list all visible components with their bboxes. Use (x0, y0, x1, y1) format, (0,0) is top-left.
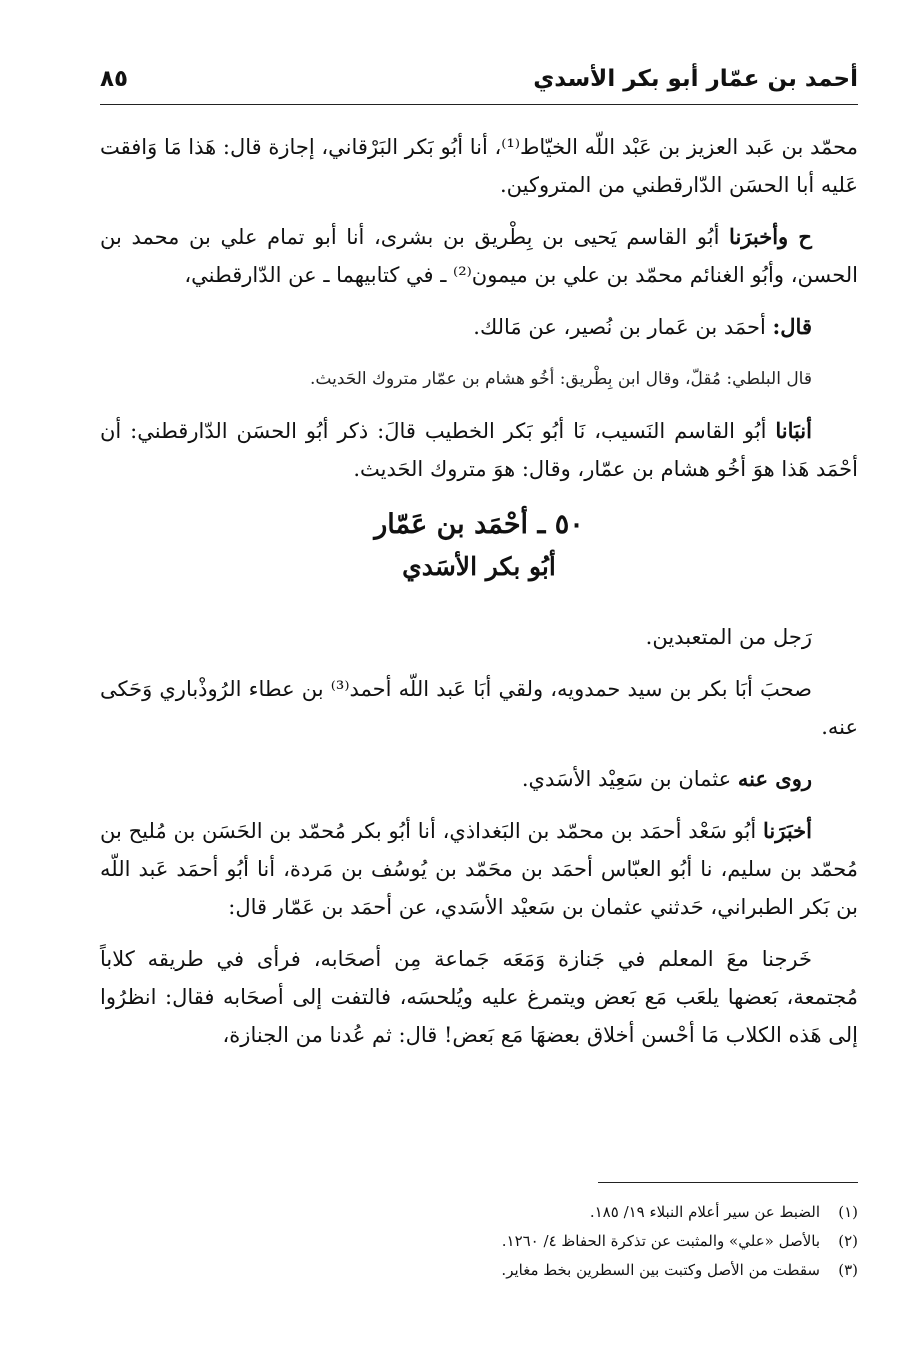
page-header (100, 66, 858, 102)
header-rule (100, 104, 858, 105)
entry-title: ٥٠ ـ أحْمَد بن عَمّار (374, 509, 584, 540)
footnote-text: الضبط عن سير أعلام النبلاء ١٩/ ١٨٥. (589, 1203, 820, 1221)
paragraph-8-text: عثمان بن سَعِيْد الأسَدي. (521, 767, 738, 791)
paragraph-2 (100, 218, 858, 294)
footnote (100, 1198, 858, 1227)
keyword: قال: (772, 314, 812, 339)
paragraph-5 (100, 412, 858, 488)
paragraph-5-text: أبُو القاسم النَسيب، نَا أبُو بَكر الخطيب قالَ: ذكر أبُو الحسَن الدّارقطني: أن أحْمَد هَذا هوَ أخُو هشام بن عمّار، وقال: هوَ متروك الحَديث. (100, 419, 858, 481)
keyword: ح وأخبرَنا (729, 224, 812, 249)
footnote-text: بالأصل «علي» والمثبت عن تذكرة الحفاظ ٤/ ١٢٦٠. (501, 1232, 820, 1250)
main-text (100, 128, 858, 1068)
paragraph-1: محمّد بن عَبد العزيز بن عَبْد اللّه الخيّاط⁽¹⁾، أنا أبُو بَكر البَرْقاني، إجازة قال: هَذا مَا وَافقت عَليه أبا الحسَن الدّارقطني من المتروكين. (100, 135, 858, 197)
paragraph-7: صحبَ أبَا بكر بن سيد حمدويه، ولقي أبَا عَبد اللّه أحمد⁽³⁾ بن عطاء الرُوذْباري وَحَكى عنه. (100, 677, 858, 739)
paragraph-3-text: أحمَد بن عَمار بن نُصير، عن مَالك. (473, 315, 773, 339)
paragraph-6: رَجل من المتعبدين. (645, 625, 812, 649)
entry-subtitle: أبُو بكر الأسَدي (402, 552, 556, 581)
footnote-number: (٢) (838, 1232, 858, 1250)
paragraph-9-text: أبُو سَعْد أحمَد بن محمّد بن البَغداذي، أنا أبُو بكر مُحمّد بن الحَسَن بن مُليح بن مُحمّد بن سليم، نا أبُو العبّاس أحمَد بن محَمّد بن يُوسُف بن مَردة، أنا أبُو أحمَد عَبد اللّه بن بَكر الطبراني، حَدثني عثمان بن سَعيْد الأسَدي، عن أحمَد بن عَمّار قال: (100, 819, 858, 919)
keyword: روى عنه (737, 766, 812, 791)
paragraph-9 (100, 812, 858, 926)
footnote-text: سقطت من الأصل وكتبت بين السطرين بخط مغاير. (501, 1261, 820, 1279)
footnote-number: (١) (838, 1203, 858, 1221)
footnote-rule (598, 1182, 858, 1183)
page-number: ٨٥ (100, 66, 129, 92)
keyword: أنبَانا (775, 418, 812, 443)
paragraph-4: قال البلطي: مُقلّ، وقال ابن بِطْريق: أخُو هشام بن عمّار متروك الحَديث. (310, 369, 812, 389)
keyword: أخبَرَنا (763, 818, 812, 843)
footnotes (100, 1198, 858, 1285)
paragraph-3 (100, 308, 858, 346)
footnote-number: (٣) (838, 1261, 858, 1279)
paragraph-8 (100, 760, 858, 798)
paragraph-10: خَرجنا معَ المعلم في جَنازة وَمَعَه جَماعة مِن أصحَابه، فرأى في طريقه كلاباً مُجتمعة، بَعضها يلعَب مَع بَعض ويتمرغ عليه ويُلحسَه، فالتفت إلى أصحَابه فقال: انظرُوا إلى هَذه الكلاب مَا أحْسن أخلاق بعضهَا مَع بَعض! قال: ثم عُدنا من الجنازة، (100, 947, 858, 1047)
paragraph-2-text: أبُو القاسم يَحيى بن بِطْريق بن بشرى، أنا أبو تمام علي بن محمد بن الحسن، وأبُو الغنائم محمّد بن علي بن ميمون⁽²⁾ ـ في كتابيهما ـ عن الدّارقطني، (100, 225, 858, 287)
footnote (100, 1256, 858, 1285)
footnote (100, 1227, 858, 1256)
running-title: أحمد بن عمّار أبو بكر الأسدي (533, 66, 858, 92)
